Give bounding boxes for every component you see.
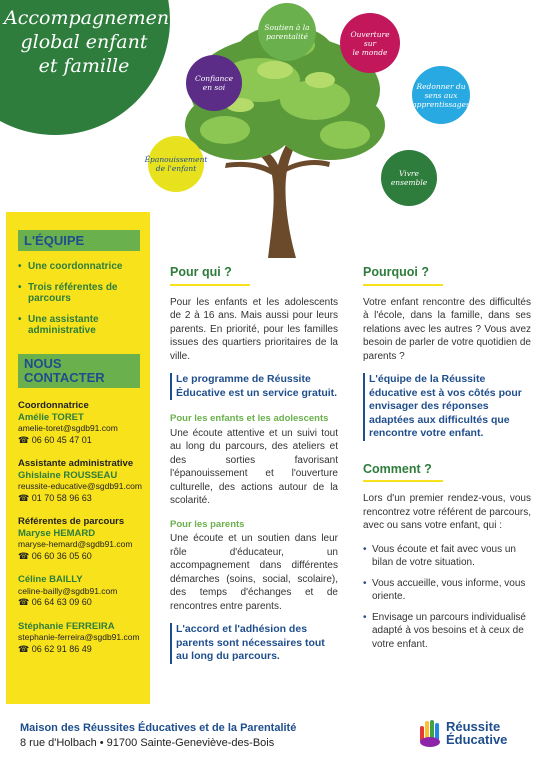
pourquoi-intro: Votre enfant rencontre des difficultés à l'école, dans la famille, dans ses relations avec les autres ? Vous avez besoin de parler de votre quotidien de parents ? [363,296,531,362]
contact-card: Stéphanie FERREIRA stephanie-ferreira@sgdb91.com ☎ 06 62 91 86 49 [18,621,150,656]
equipe-highlight: L'équipe de la Réussite éducative est à vos côtés pour envisager des réponses adaptées aux difficultés que rencontre votre enfant. [363,373,531,441]
contact-title: NOUS CONTACTER [18,354,140,388]
list-item: • Vous accueille, vous informe, vous oriente. [363,577,531,604]
list-item: • Vous écoute et fait avec vous un bilan de votre situation. [363,543,531,570]
contact-card: Céline BAILLY celine-bailly@sgdb91.com ☎ 06 64 63 09 60 [18,574,150,609]
bubble-ouverture-monde: Ouverture sur le monde [340,13,400,73]
accord-highlight: L'accord et l'adhésion des parents sont nécessaires tout au long du parcours. [170,623,338,664]
email-link[interactable]: maryse-hemard@sgdb91.com [18,539,133,549]
service-gratuit-highlight: Le programme de Réussite Éducative est un service gratuit. [170,373,338,400]
list-item: • Envisage un parcours individualisé adapté à vos besoins et à ceux de votre enfant. [363,611,531,652]
equipe-title: L'ÉQUIPE [18,230,140,251]
bubble-epanouissement: Épanouissement de l'enfant [148,136,204,192]
org-address: 8 rue d'Holbach • 91700 Sainte-Geneviève-des-Bois [20,737,275,749]
parents-text: Une écoute et un soutien dans leur rôle d'éducateur, un accompagnement dans différentes démarches (soins, social, scolaire), des temps d'échanges et de rencontres entre parents. [170,533,338,612]
comment-list [363,543,531,652]
phone-number: ☎ 06 60 36 05 60 [18,551,150,563]
bubble-vivre-ensemble: Vivre ensemble [381,150,437,206]
comment-text: Lors d'un premier rendez-vous, vous rencontrez votre référent de parcours, avec ou sans votre enfant, qui : [363,493,531,531]
column-pourquoi [363,266,531,658]
reussite-educative-logo [418,718,507,748]
contact-card: Référentes de parcours Maryse HEMARD maryse-hemard@sgdb91.com ☎ 06 60 36 05 60 [18,516,150,562]
contact-card: Coordonnatrice Amélie TORET amelie-toret@sgdb91.com ☎ 06 60 45 47 01 [18,400,150,446]
email-link[interactable]: reussite-educative@sgdb91.com [18,481,142,491]
bubble-soutien-parentalite: Soutien à la parentalité [258,3,316,61]
comment-title: Comment ? [363,463,443,483]
equipe-item: • Une coordonnatrice [18,261,150,272]
bubble-confiance: Confiance en soi [186,55,242,111]
email-link[interactable]: amelie-toret@sgdb91.com [18,423,118,433]
pour-qui-title: Pour qui ? [170,266,250,286]
pour-qui-intro: Pour les enfants et les adolescents de 2 à 16 ans. Mais aussi pour leurs parents. En priorité, pour les familles issues des quartiers prioritaires de la ville. [170,296,338,362]
bubble-redonner-sens: Redonner du sens aux apprentissages [412,66,470,124]
equipe-item: • Une assistante administrative [18,314,150,336]
email-link[interactable]: celine-bailly@sgdb91.com [18,585,118,596]
equipe-list [18,261,150,336]
pourquoi-title: Pourquoi ? [363,266,443,286]
footer [20,722,296,749]
enfants-text: Une écoute attentive et un suivi tout au long du parcours, des ateliers et des sorties favorisant l'épanouissement et l'ouverture culturelle, des actions autour de la scolarité. [170,427,338,506]
corner-title-line2: global enfant [20,31,148,53]
corner-title-line1: Accompagnement [4,7,177,29]
hand-logo-icon [418,718,442,748]
equipe-item: • Trois référentes de parcours [18,282,150,304]
contact-card: Assistante administrative Ghislaine ROUSSEAU reussite-educative@sgdb91.com ☎ 01 70 58 96 63 [18,458,150,504]
email-link[interactable]: stephanie-ferreira@sgdb91.com [18,632,140,642]
logo-text-line1: Réussite [446,719,501,734]
phone-number: ☎ 06 60 45 47 01 [18,435,150,447]
column-pour-qui [170,266,338,676]
logo-text-line2: Éducative [446,732,508,747]
corner-title-line3: et famille [38,55,130,77]
phone-number: ☎ 01 70 58 96 63 [18,493,150,505]
sidebar [6,212,150,704]
enfants-subhead: Pour les enfants et les adolescents [170,413,329,424]
phone-number: ☎ 06 64 63 09 60 [18,597,150,609]
parents-subhead: Pour les parents [170,518,245,530]
org-name: Maison des Réussites Éducatives et de la Parentalité [20,722,297,734]
phone-number: ☎ 06 62 91 86 49 [18,644,150,656]
